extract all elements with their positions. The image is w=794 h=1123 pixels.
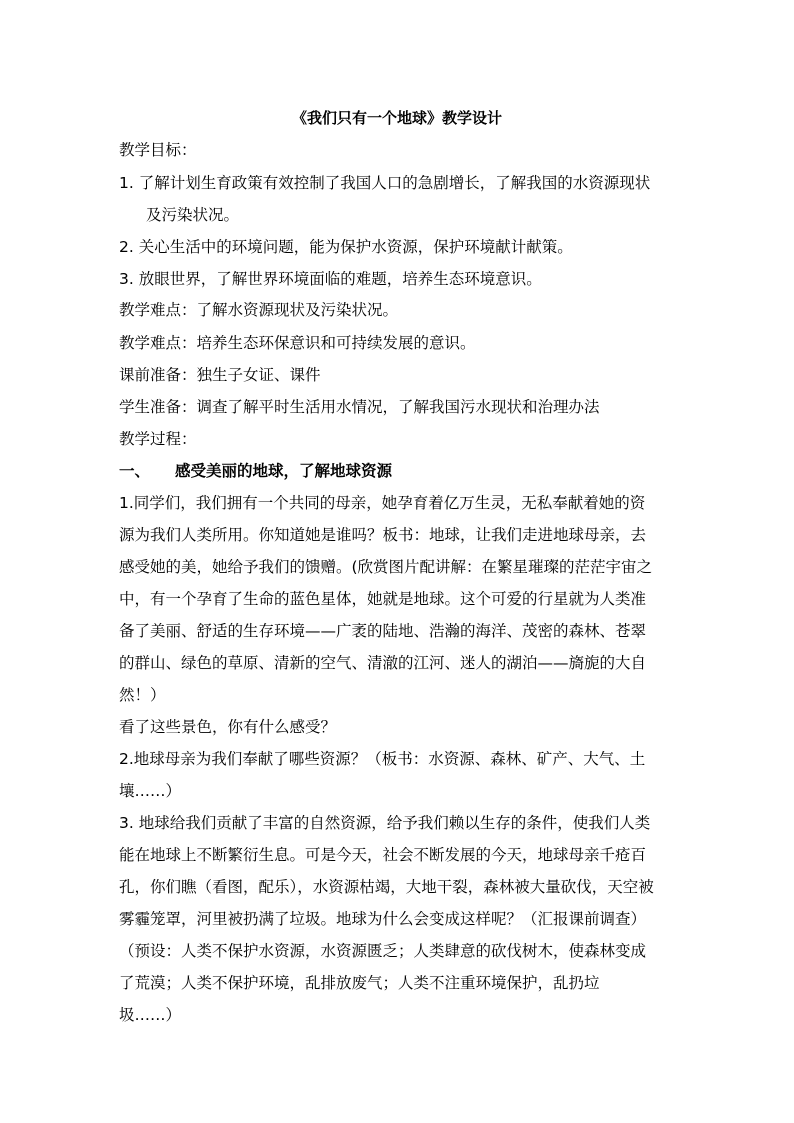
section-one-number: 一、 [119,462,151,480]
paragraph-3-line-3: 孔，你们瞧（看图，配乐），水资源枯竭，大地干裂，森林被大量砍伐，天空被 [119,878,654,896]
section-one-title: 感受美丽的地球，了解地球资源 [175,462,393,480]
paragraph-3-line-5: （预设：人类不保护水资源，水资源匮乏；人类肆意的砍伐树木，使森林变成 [119,942,647,960]
document-title: 《我们只有一个地球》教学设计 [291,109,502,127]
paragraph-1-line-5: 备了美丽、舒适的生存环境——广袤的陆地、浩瀚的海洋、茂密的森林、苍翠 [119,622,647,640]
paragraph-1-line-7: 然！） [119,686,166,704]
objective-2: 2. 关心生活中的环境问题，能为保护水资源，保护环境献计献策。 [119,238,573,256]
paragraph-3-line-6: 了荒漠；人类不保护环境，乱排放废气；人类不注重环境保护，乱扔垃 [119,974,600,992]
difficulty-1: 教学难点：了解水资源现状及污染状况。 [119,301,399,319]
objective-3: 3. 放眼世界，了解世界环境面临的难题，培养生态环境意识。 [119,270,542,288]
objectives-label: 教学目标： [119,141,197,159]
section-one-heading [119,461,679,481]
paragraph-1-line-1: 1.同学们，我们拥有一个共同的母亲，她孕育着亿万生灵，无私奉献着她的资 [119,494,646,512]
paragraph-3-line-4: 雾霾笼罩，河里被扔满了垃圾。地球为什么会变成这样呢？（汇报课前调查） [119,910,647,928]
paragraph-1-line-2: 源为我们人类所用。你知道她是谁吗？板书：地球，让我们走进地球母亲，去 [119,526,647,544]
paragraph-3-line-2: 能在地球上不断繁衍生息。可是今天，社会不断发展的今天，地球母亲千疮百 [119,846,647,864]
objective-1: 1. 了解计划生育政策有效控制了我国人口的急剧增长，了解我国的水资源现状 [119,174,651,192]
paragraph-3-line-1: 3. 地球给我们贡献了丰富的自然资源，给予我们赖以生存的条件，使我们人类 [119,814,651,832]
paragraph-1-line-6: 的群山、绿色的草原、清新的空气、清澈的江河、迷人的湖泊——旖旎的大自 [119,654,647,672]
pre-class-preparation: 课前准备：独生子女证、课件 [119,366,321,384]
teaching-process-label: 教学过程： [119,430,197,448]
paragraph-2-line-2: 壤……） [119,782,182,800]
objective-1-continued: 及污染状况。 [146,206,240,224]
paragraph-1-line-4: 中，有一个孕育了生命的蓝色星体，她就是地球。这个可爱的行星就为人类准 [119,590,647,608]
student-preparation: 学生准备：调查了解平时生活用水情况，了解我国污水现状和治理办法 [119,398,600,416]
paragraph-1-line-3: 感受她的美，她给予我们的馈赠。(欣赏图片配讲解：在繁星璀璨的茫茫宇宙之 [119,558,653,576]
paragraph-3-line-7: 圾……） [119,1006,182,1024]
paragraph-2-line-1: 2.地球母亲为我们奉献了哪些资源？（板书：水资源、森林、矿产、大气、土 [119,750,646,768]
question-line: 看了这些景色，你有什么感受？ [119,718,337,736]
difficulty-2: 教学难点：培养生态环保意识和可持续发展的意识。 [119,334,476,352]
